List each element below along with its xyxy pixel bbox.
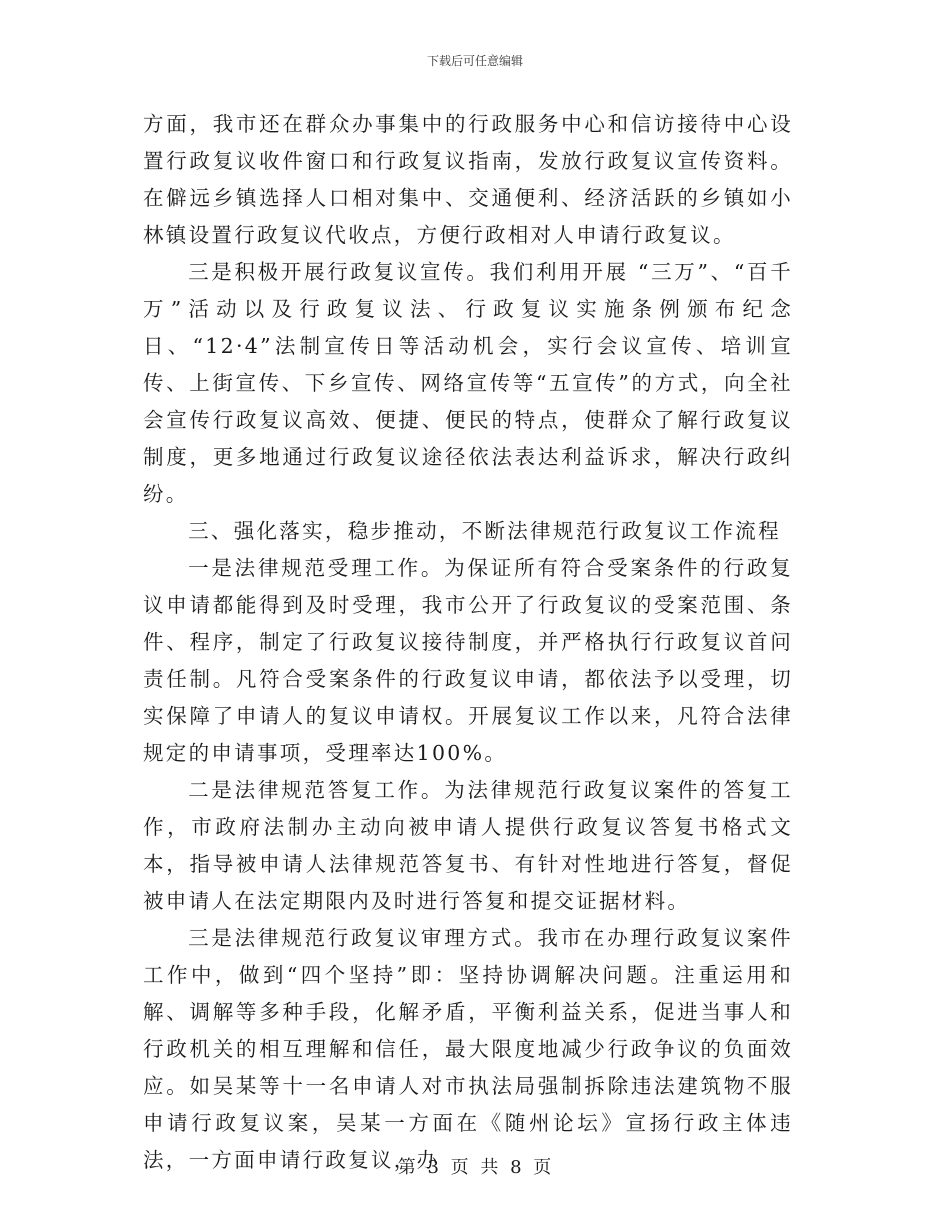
page-header: 下载后可任意编辑: [426, 54, 523, 68]
paragraph: 三是法律规范行政复议审理方式。我市在办理行政复议案件工作中，做到“四个坚持”即：坚持协调解决问题。注重运用和解、调解等多种手段，化解矛盾，平衡利益关系，促进当事人和行政机关的相互理解和信任，最大限度地减少行政争议的负面效应。如吴某等十一名申请人对市执法局强制拆除违法建筑物不服申请行政复议案，吴某一方面在《随州论坛》宣扬行政主体违法，一方面申请行政复议，办: [143, 926, 793, 1172]
paragraph: 一是法律规范受理工作。为保证所有符合受案条件的行政复议申请都能得到及时受理，我市公开了行政复议的受案范围、条件、程序，制定了行政复议接待制度，并严格执行行政复议首问责任制。凡符合受案条件的行政复议申请，都依法予以受理，切实保障了申请人的复议申请权。开展复议工作以来，凡符合法律规定的申请事项，受理率达100%。: [143, 556, 793, 765]
paragraph: 三是积极开展行政复议宣传。我们利用开展 “三万”、“百千万”活动以及行政复议法、行政复议实施条例颁布纪念日、“12·4”法制宣传日等活动机会，实行会议宣传、培训宣传、上街宣传、下乡宣传、网络宣传等“五宣传”的方式，向全社会宣传行政复议高效、便捷、便民的特点，使群众了解行政复议制度，更多地通过行政复议途径依法表达利益诉求，解决行政纠纷。: [143, 260, 793, 506]
paragraph: 二是法律规范答复工作。为法律规范行政复议案件的答复工作，市政府法制办主动向被申请人提供行政复议答复书格式文本，指导被申请人法律规范答复书、有针对性地进行答复，督促被申请人在法定期限内及时进行答复和提交证据材料。: [143, 778, 793, 913]
page-number-footer: 第 3 页 共 8 页: [397, 1157, 553, 1178]
section-heading: 三、强化落实，稳步推动，不断法律规范行政复议工作流程: [188, 519, 781, 543]
document-body: [143, 106, 793, 1179]
paragraph: 方面，我市还在群众办事集中的行政服务中心和信访接待中心设置行政复议收件窗口和行政复议指南，发放行政复议宣传资料。在僻远乡镇选择人口相对集中、交通便利、经济活跃的乡镇如小林镇设置行政复议代收点，方便行政相对人申请行政复议。: [143, 112, 793, 247]
